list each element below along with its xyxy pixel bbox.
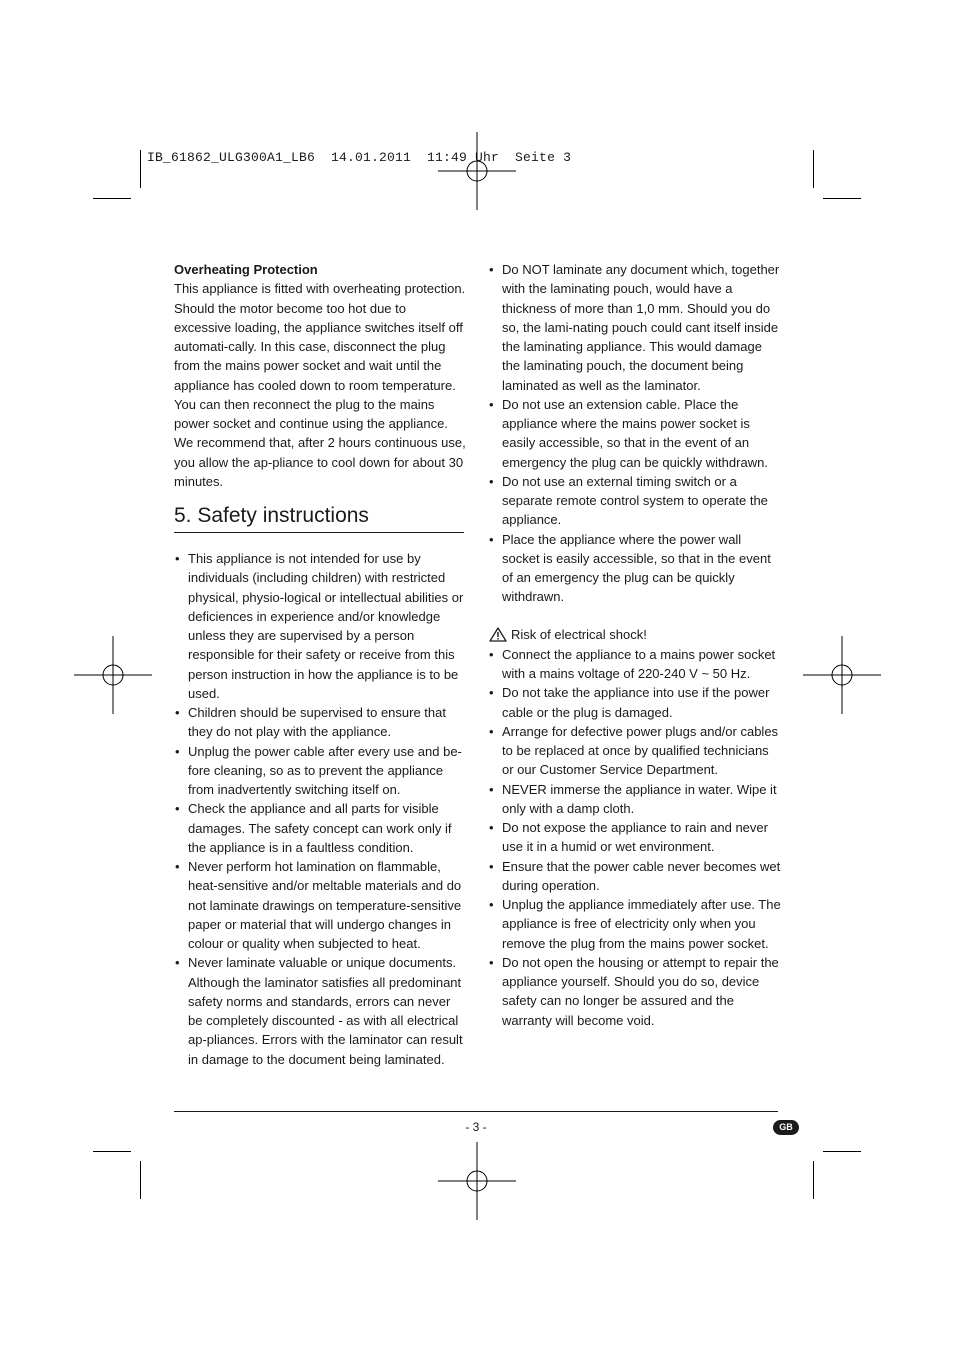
list-item: • Do not use an external timing switch or a separate remote control system to operate the appliance. [489, 472, 781, 530]
safety-list-left [175, 549, 467, 1069]
list-item: • Arrange for defective power plugs and/or cables to be replaced at once by qualified technicians or our Customer Service Department. [489, 722, 781, 780]
warning-text: Risk of electrical shock! [511, 626, 647, 642]
registration-mark [438, 132, 516, 210]
registration-mark [438, 1142, 516, 1220]
crop-mark [140, 150, 141, 188]
list-item: • NEVER immerse the appliance in water. Wipe it only with a damp cloth. [489, 780, 781, 819]
crop-mark [140, 1161, 141, 1199]
list-item: • Children should be supervised to ensure that they do not play with the appliance. [175, 703, 467, 742]
list-item: • Do not take the appliance into use if the power cable or the plug is damaged. [489, 683, 781, 722]
electrical-shock-warning [489, 625, 781, 644]
list-item: • Place the appliance where the power wall socket is easily accessible, so that in the event of an emergency the plug can be quickly withdrawn. [489, 530, 781, 607]
list-item: • Do not expose the appliance to rain and never use it in a humid or wet environment. [489, 818, 781, 857]
crop-mark [813, 1161, 814, 1199]
safety-list-right [489, 260, 781, 1030]
list-item: • Never laminate valuable or unique documents. Although the laminator satisfies all predominant safety norms and standards, errors can never be completely discounted - as with all electrical ap-pliances. Errors with the laminator can result in damage to the document being laminated. [175, 953, 467, 1069]
page-number: - 3 - [465, 1120, 487, 1134]
overheating-section [174, 260, 466, 491]
crop-mark [93, 1151, 131, 1152]
print-slug: IB_61862_ULG300A1_LB6 14.01.2011 11:49 Uhr Seite 3 [147, 150, 572, 165]
list-item: • Do not open the housing or attempt to repair the appliance yourself. Should you do so, device safety can no longer be assured and the warranty will become void. [489, 953, 781, 1030]
list-item: • Do not use an extension cable. Place the appliance where the mains power socket is easily accessible, so that in the event of an emergency the plug can be quickly withdrawn. [489, 395, 781, 472]
crop-mark [813, 150, 814, 188]
list-item: • Never perform hot lamination on flammable, heat-sensitive and/or meltable materials and do not laminate drawings on temperature-sensitive paper or material that will undergo changes in colour or quality when subjected to heat. [175, 857, 467, 953]
section-title: 5. Safety instructions [174, 502, 464, 533]
footer-rule [174, 1111, 778, 1112]
overheating-body: This appliance is fitted with overheating protection. Should the motor become too hot due to excessive loading, the appliance switches itself off automati-cally. In this case, disconnect the plug from the mains power socket and wait until the appliance has cooled down to room temperature. You can then reconnect the plug to the mains power socket and continue using the appliance. We recommend that, after 2 hours continuous use, you allow the ap-pliance to cool down for about 30 minutes. [174, 281, 466, 489]
crop-mark [823, 198, 861, 199]
list-item: • Ensure that the power cable never becomes wet during operation. [489, 857, 781, 896]
list-item: • Do NOT laminate any document which, together with the laminating pouch, would have a thickness of more than 1,0 mm. Should you do so, the lami-nating pouch could cant itself inside the laminating appliance. This would damage the laminating pouch, the document being laminated as well as the laminator. [489, 260, 781, 395]
warning-triangle-icon [489, 627, 507, 642]
registration-mark [74, 636, 152, 714]
registration-mark [803, 636, 881, 714]
overheating-heading: Overheating Protection [174, 262, 318, 277]
language-badge: GB [773, 1120, 799, 1135]
list-item: • Unplug the power cable after every use and be-fore cleaning, so as to prevent the appliance from inadvertently switching itself on. [175, 742, 467, 800]
list-item: • This appliance is not intended for use by individuals (including children) with restricted physical, physio-logical or intellectual abilities or deficiences in experience and/or knowledge unless they are supervised by a person responsible for their safety or receive from this person instruction in how the appliance is to be used. [175, 549, 467, 703]
list-item: • Unplug the appliance immediately after use. The appliance is free of electricity only when you remove the plug from the mains power socket. [489, 895, 781, 953]
list-item: • Connect the appliance to a mains power socket with a mains voltage of 220-240 V ~ 50 Hz. [489, 645, 781, 684]
list-item: • Check the appliance and all parts for visible damages. The safety concept can work only if the appliance is in a faultless condition. [175, 799, 467, 857]
crop-mark [93, 198, 131, 199]
crop-mark [823, 1151, 861, 1152]
